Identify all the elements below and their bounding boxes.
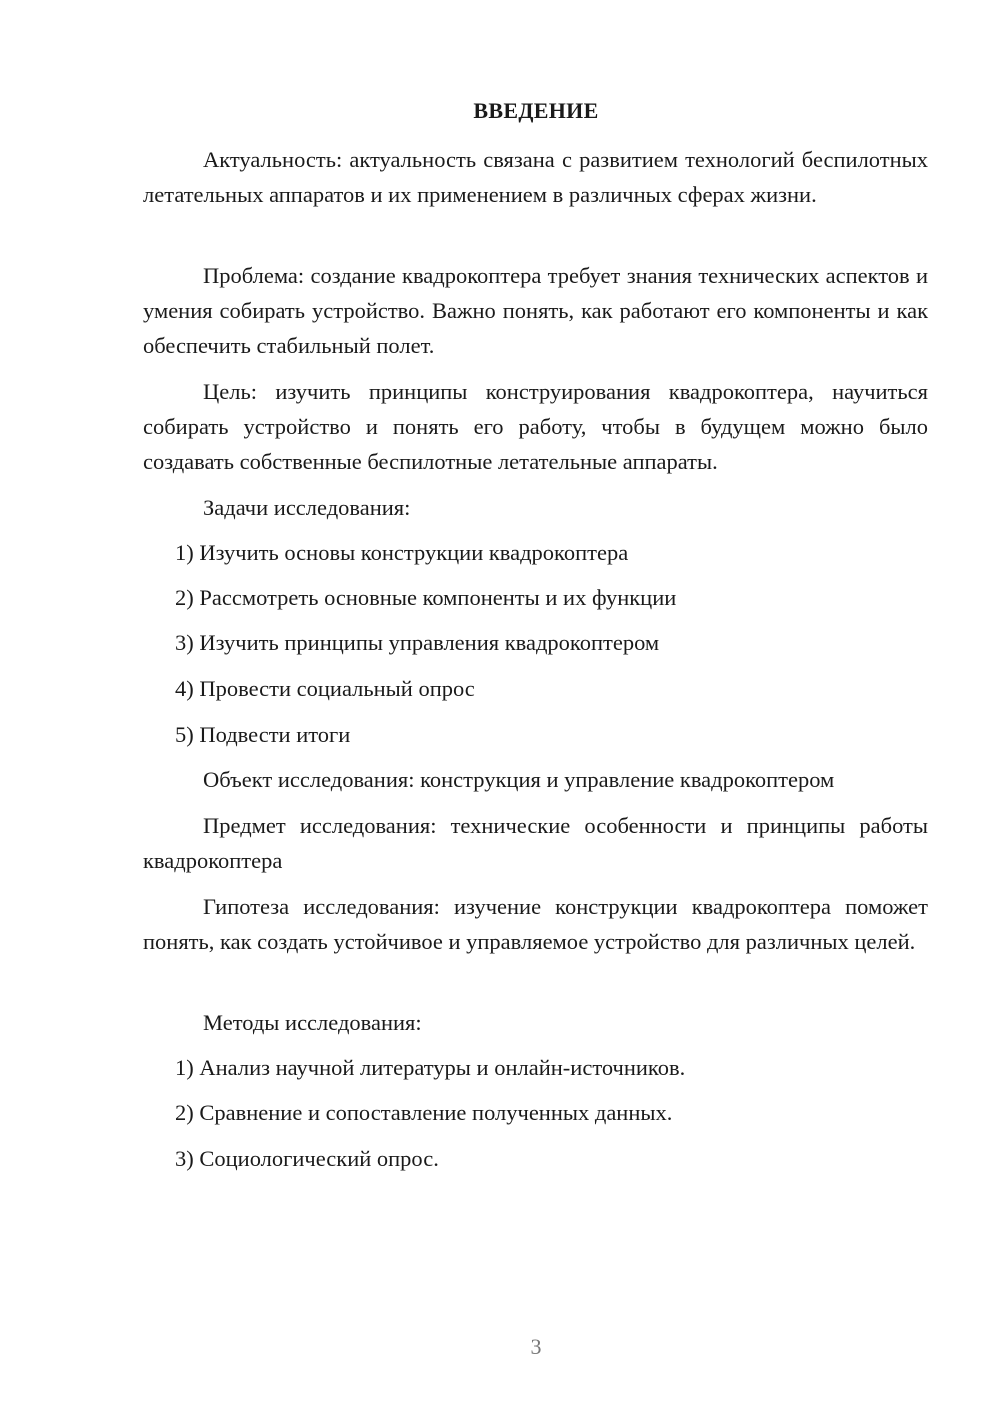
relevance-paragraph <box>143 142 928 212</box>
tasks-title: Задачи исследования: <box>203 495 411 520</box>
subject-paragraph <box>143 808 928 878</box>
relevance-text: Актуальность: актуальность связана с развитием технологий беспилотных летательных аппаратов и их применением в различных сферах жизни. <box>143 147 928 207</box>
hypothesis-paragraph <box>143 889 928 959</box>
page-number: 3 <box>530 1334 542 1359</box>
method-item-1: 1) Анализ научной литературы и онлайн-источников. <box>175 1055 686 1080</box>
task-item-4: 4) Провести социальный опрос <box>175 676 475 701</box>
methods-title: Методы исследования: <box>203 1010 422 1035</box>
problem-paragraph <box>143 258 928 363</box>
goal-paragraph <box>143 374 928 479</box>
task-item-1: 1) Изучить основы конструкции квадрокоптера <box>175 540 629 565</box>
task-item-3: 3) Изучить принципы управления квадрокоптером <box>175 630 660 655</box>
goal-text: Цель: изучить принципы конструирования квадрокоптера, научиться собирать устройство и понять его работу, чтобы в будущем можно было создавать собственные беспилотные летательные аппараты. <box>143 379 928 474</box>
object-paragraph: Объект исследования: конструкция и управление квадрокоптером <box>203 767 835 792</box>
method-item-3: 3) Социологический опрос. <box>175 1146 439 1171</box>
subject-text: Предмет исследования: технические особенности и принципы работы квадрокоптера <box>143 813 928 873</box>
problem-text: Проблема: создание квадрокоптера требует знания технических аспектов и умения собирать устройство. Важно понять, как работают его компоненты и как обеспечить стабильный полет. <box>143 263 928 358</box>
task-item-5: 5) Подвести итоги <box>175 722 351 747</box>
task-item-2: 2) Рассмотреть основные компоненты и их функции <box>175 585 677 610</box>
section-heading: ВВЕДЕНИЕ <box>473 98 599 123</box>
hypothesis-text: Гипотеза исследования: изучение конструкции квадрокоптера поможет понять, как создать устойчивое и управляемое устройство для различных целей. <box>143 894 928 954</box>
method-item-2: 2) Сравнение и сопоставление полученных данных. <box>175 1100 673 1125</box>
